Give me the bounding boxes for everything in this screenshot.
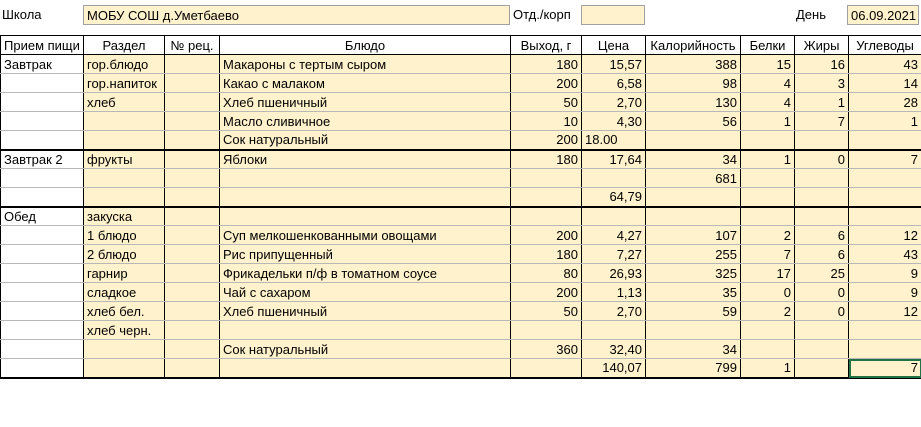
col-header-meal[interactable]: Прием пищи — [1, 36, 84, 55]
cell-protein[interactable]: 7 — [741, 245, 795, 264]
cell-price[interactable]: 32,40 — [582, 340, 646, 359]
cell-recipe[interactable] — [165, 207, 220, 226]
cell-meal[interactable] — [1, 226, 84, 245]
table-row — [1, 55, 921, 74]
cell-meal[interactable]: Обед — [1, 207, 84, 226]
cell-price[interactable]: 4,30 — [582, 112, 646, 131]
cell-carbs[interactable]: 7 — [849, 359, 921, 378]
cell-protein[interactable]: 1 — [741, 112, 795, 131]
cell-fat[interactable]: 3 — [795, 74, 849, 93]
cell-section[interactable] — [84, 188, 165, 207]
table-row — [1, 321, 921, 340]
cell-dish[interactable] — [220, 207, 511, 226]
cell-carbs[interactable] — [849, 207, 921, 226]
table-row — [1, 359, 921, 378]
cell-price[interactable]: 6,58 — [582, 74, 646, 93]
cell-recipe[interactable] — [165, 283, 220, 302]
cell-recipe[interactable] — [165, 340, 220, 359]
cell-recipe[interactable] — [165, 245, 220, 264]
cell-recipe[interactable] — [165, 359, 220, 378]
cell-protein[interactable]: 1 — [741, 150, 795, 169]
cell-dish[interactable]: Фрикадельки п/ф в томатном соусе — [220, 264, 511, 283]
cell-fat[interactable] — [795, 188, 849, 207]
cell-dish[interactable]: Сок натуральный — [220, 340, 511, 359]
cell-recipe[interactable] — [165, 321, 220, 340]
cell-recipe[interactable] — [165, 264, 220, 283]
cell-section[interactable] — [84, 169, 165, 188]
col-header-protein[interactable]: Белки — [741, 36, 795, 55]
cell-meal[interactable] — [1, 321, 84, 340]
cell-dish[interactable] — [220, 321, 511, 340]
cell-recipe[interactable] — [165, 150, 220, 169]
col-header-section[interactable]: Раздел — [84, 36, 165, 55]
cell-section[interactable]: фрукты — [84, 150, 165, 169]
cell-recipe[interactable] — [165, 302, 220, 321]
cell-price[interactable] — [582, 321, 646, 340]
cell-recipe[interactable] — [165, 188, 220, 207]
cell-meal[interactable] — [1, 74, 84, 93]
cell-meal[interactable] — [1, 302, 84, 321]
dept-cell[interactable] — [581, 5, 645, 25]
cell-fat[interactable] — [795, 340, 849, 359]
cell-protein[interactable] — [741, 321, 795, 340]
table-row — [1, 93, 921, 112]
cell-dish[interactable]: Масло сливичное — [220, 112, 511, 131]
table-row — [1, 226, 921, 245]
cell-meal[interactable]: Завтрак 2 — [1, 150, 84, 169]
cell-recipe[interactable] — [165, 131, 220, 150]
cell-protein[interactable]: 4 — [741, 93, 795, 112]
cell-calories[interactable]: 56 — [646, 112, 741, 131]
col-header-calories[interactable]: Калорийность — [646, 36, 741, 55]
cell-dish[interactable]: Суп мелкошенкованными овощами — [220, 226, 511, 245]
cell-protein[interactable]: 0 — [741, 283, 795, 302]
day-label: День — [796, 7, 826, 22]
cell-carbs[interactable] — [849, 131, 921, 150]
cell-carbs[interactable]: 9 — [849, 283, 921, 302]
cell-fat[interactable]: 1 — [795, 93, 849, 112]
cell-price[interactable]: 2,70 — [582, 93, 646, 112]
cell-dish[interactable]: Хлеб пшеничный — [220, 302, 511, 321]
cell-protein[interactable]: 17 — [741, 264, 795, 283]
cell-fat[interactable]: 0 — [795, 302, 849, 321]
cell-fat[interactable]: 6 — [795, 245, 849, 264]
table-row — [1, 302, 921, 321]
dept-label: Отд./корп — [513, 7, 571, 22]
cell-yield[interactable]: 360 — [511, 340, 582, 359]
cell-yield[interactable] — [511, 207, 582, 226]
table-row — [1, 74, 921, 93]
cell-section[interactable]: 1 блюдо — [84, 226, 165, 245]
col-header-fat[interactable]: Жиры — [795, 36, 849, 55]
cell-carbs[interactable]: 14 — [849, 74, 921, 93]
cell-fat[interactable]: 16 — [795, 55, 849, 74]
table-row — [1, 150, 921, 169]
cell-meal[interactable] — [1, 245, 84, 264]
cell-meal[interactable] — [1, 169, 84, 188]
table-row — [1, 340, 921, 359]
cell-carbs[interactable] — [849, 188, 921, 207]
cell-meal[interactable] — [1, 112, 84, 131]
cell-carbs[interactable] — [849, 340, 921, 359]
col-header-dish[interactable]: Блюдо — [220, 36, 511, 55]
cell-yield[interactable]: 180 — [511, 245, 582, 264]
cell-carbs[interactable]: 43 — [849, 245, 921, 264]
cell-recipe[interactable] — [165, 169, 220, 188]
cell-dish[interactable] — [220, 359, 511, 378]
cell-recipe[interactable] — [165, 55, 220, 74]
cell-section[interactable]: хлеб бел. — [84, 302, 165, 321]
cell-price[interactable]: 140,07 — [582, 359, 646, 378]
cell-yield[interactable]: 50 — [511, 302, 582, 321]
table-row — [1, 131, 921, 150]
table-row — [1, 188, 921, 207]
cell-carbs[interactable]: 1 — [849, 112, 921, 131]
cell-dish[interactable] — [220, 188, 511, 207]
cell-yield[interactable]: 200 — [511, 226, 582, 245]
cell-protein[interactable]: 2 — [741, 302, 795, 321]
cell-fat[interactable]: 0 — [795, 150, 849, 169]
cell-calories[interactable]: 34 — [646, 150, 741, 169]
cell-price[interactable]: 2,70 — [582, 302, 646, 321]
cell-price[interactable]: 1,13 — [582, 283, 646, 302]
cell-carbs[interactable] — [849, 169, 921, 188]
cell-section[interactable] — [84, 112, 165, 131]
cell-yield[interactable] — [511, 359, 582, 378]
cell-protein[interactable]: 1 — [741, 359, 795, 378]
cell-yield[interactable] — [511, 169, 582, 188]
cell-fat[interactable] — [795, 359, 849, 378]
cell-dish[interactable]: Хлеб пшеничный — [220, 93, 511, 112]
cell-fat[interactable]: 25 — [795, 264, 849, 283]
cell-meal[interactable] — [1, 359, 84, 378]
cell-price[interactable]: 4,27 — [582, 226, 646, 245]
table-row — [1, 264, 921, 283]
cell-yield[interactable]: 80 — [511, 264, 582, 283]
cell-protein[interactable] — [741, 169, 795, 188]
school-label: Школа — [2, 7, 42, 22]
cell-carbs[interactable]: 43 — [849, 55, 921, 74]
cell-calories[interactable]: 799 — [646, 359, 741, 378]
cell-section[interactable]: хлеб черн. — [84, 321, 165, 340]
cell-yield[interactable]: 180 — [511, 150, 582, 169]
cell-meal[interactable] — [1, 93, 84, 112]
cell-fat[interactable]: 7 — [795, 112, 849, 131]
cell-calories[interactable]: 107 — [646, 226, 741, 245]
date-cell[interactable]: 06.09.2021 — [847, 5, 919, 25]
cell-meal[interactable] — [1, 131, 84, 150]
cell-yield[interactable]: 200 — [511, 283, 582, 302]
col-header-price[interactable]: Цена — [582, 36, 646, 55]
cell-protein[interactable] — [741, 131, 795, 150]
cell-calories[interactable]: 35 — [646, 283, 741, 302]
cell-calories[interactable]: 681 — [646, 169, 741, 188]
school-name-cell[interactable]: МОБУ СОШ д.Уметбаево — [83, 5, 510, 25]
table-row — [1, 112, 921, 131]
cell-protein[interactable] — [741, 207, 795, 226]
cell-protein[interactable]: 4 — [741, 74, 795, 93]
cell-price[interactable]: 15,57 — [582, 55, 646, 74]
cell-meal[interactable] — [1, 340, 84, 359]
cell-protein[interactable]: 2 — [741, 226, 795, 245]
header-row — [1, 36, 921, 55]
cell-section[interactable]: гарнир — [84, 264, 165, 283]
cell-calories[interactable] — [646, 188, 741, 207]
cell-yield[interactable]: 50 — [511, 93, 582, 112]
cell-recipe[interactable] — [165, 93, 220, 112]
cell-calories[interactable]: 98 — [646, 74, 741, 93]
cell-calories[interactable] — [646, 131, 741, 150]
cell-section[interactable]: хлеб — [84, 93, 165, 112]
cell-dish[interactable]: Какао с малаком — [220, 74, 511, 93]
cell-carbs[interactable]: 28 — [849, 93, 921, 112]
cell-meal[interactable] — [1, 188, 84, 207]
cell-yield[interactable] — [511, 321, 582, 340]
cell-fat[interactable] — [795, 169, 849, 188]
cell-dish[interactable]: Рис припущенный — [220, 245, 511, 264]
cell-section[interactable]: сладкое — [84, 283, 165, 302]
cell-section[interactable]: 2 блюдо — [84, 245, 165, 264]
cell-section[interactable] — [84, 131, 165, 150]
cell-carbs[interactable]: 12 — [849, 302, 921, 321]
cell-carbs[interactable]: 7 — [849, 150, 921, 169]
cell-meal[interactable] — [1, 283, 84, 302]
cell-price[interactable]: 64,79 — [582, 188, 646, 207]
cell-section[interactable] — [84, 340, 165, 359]
cell-price[interactable] — [582, 207, 646, 226]
cell-section[interactable] — [84, 359, 165, 378]
cell-calories[interactable]: 255 — [646, 245, 741, 264]
cell-yield[interactable]: 200 — [511, 131, 582, 150]
col-header-yield[interactable]: Выход, г — [511, 36, 582, 55]
cell-calories[interactable]: 130 — [646, 93, 741, 112]
col-header-carbs[interactable]: Углеводы — [849, 36, 921, 55]
cell-yield[interactable]: 10 — [511, 112, 582, 131]
cell-calories[interactable]: 325 — [646, 264, 741, 283]
cell-price[interactable] — [582, 169, 646, 188]
cell-dish[interactable]: Яблоки — [220, 150, 511, 169]
cell-meal[interactable]: Завтрак — [1, 55, 84, 74]
cell-dish[interactable]: Сок натуральный — [220, 131, 511, 150]
cell-meal[interactable] — [1, 264, 84, 283]
cell-price[interactable]: 18.00 — [582, 131, 646, 150]
cell-dish[interactable] — [220, 169, 511, 188]
cell-carbs[interactable] — [849, 321, 921, 340]
cell-price[interactable]: 7,27 — [582, 245, 646, 264]
cell-fat[interactable] — [795, 321, 849, 340]
cell-calories[interactable]: 59 — [646, 302, 741, 321]
cell-yield[interactable]: 180 — [511, 55, 582, 74]
cell-fat[interactable] — [795, 131, 849, 150]
cell-fat[interactable]: 6 — [795, 226, 849, 245]
cell-calories[interactable]: 34 — [646, 340, 741, 359]
cell-dish[interactable]: Макароны с тертым сыром — [220, 55, 511, 74]
cell-calories[interactable]: 388 — [646, 55, 741, 74]
cell-section[interactable]: закуска — [84, 207, 165, 226]
cell-recipe[interactable] — [165, 112, 220, 131]
cell-fat[interactable] — [795, 207, 849, 226]
cell-price[interactable]: 26,93 — [582, 264, 646, 283]
cell-protein[interactable] — [741, 188, 795, 207]
cell-dish[interactable]: Чай с сахаром — [220, 283, 511, 302]
cell-protein[interactable] — [741, 340, 795, 359]
table-row — [1, 283, 921, 302]
cell-carbs[interactable]: 9 — [849, 264, 921, 283]
cell-fat[interactable]: 0 — [795, 283, 849, 302]
table-row — [1, 169, 921, 188]
cell-yield[interactable]: 200 — [511, 74, 582, 93]
table-row — [1, 207, 921, 226]
cell-recipe[interactable] — [165, 226, 220, 245]
cell-section[interactable]: гор.напиток — [84, 74, 165, 93]
menu-table — [0, 35, 921, 379]
cell-protein[interactable]: 15 — [741, 55, 795, 74]
cell-price[interactable]: 17,64 — [582, 150, 646, 169]
cell-yield[interactable] — [511, 188, 582, 207]
table-row — [1, 245, 921, 264]
cell-section[interactable]: гор.блюдо — [84, 55, 165, 74]
cell-carbs[interactable]: 12 — [849, 226, 921, 245]
cell-calories[interactable] — [646, 321, 741, 340]
cell-calories[interactable] — [646, 207, 741, 226]
col-header-recipe[interactable]: № рец. — [165, 36, 220, 55]
cell-recipe[interactable] — [165, 74, 220, 93]
